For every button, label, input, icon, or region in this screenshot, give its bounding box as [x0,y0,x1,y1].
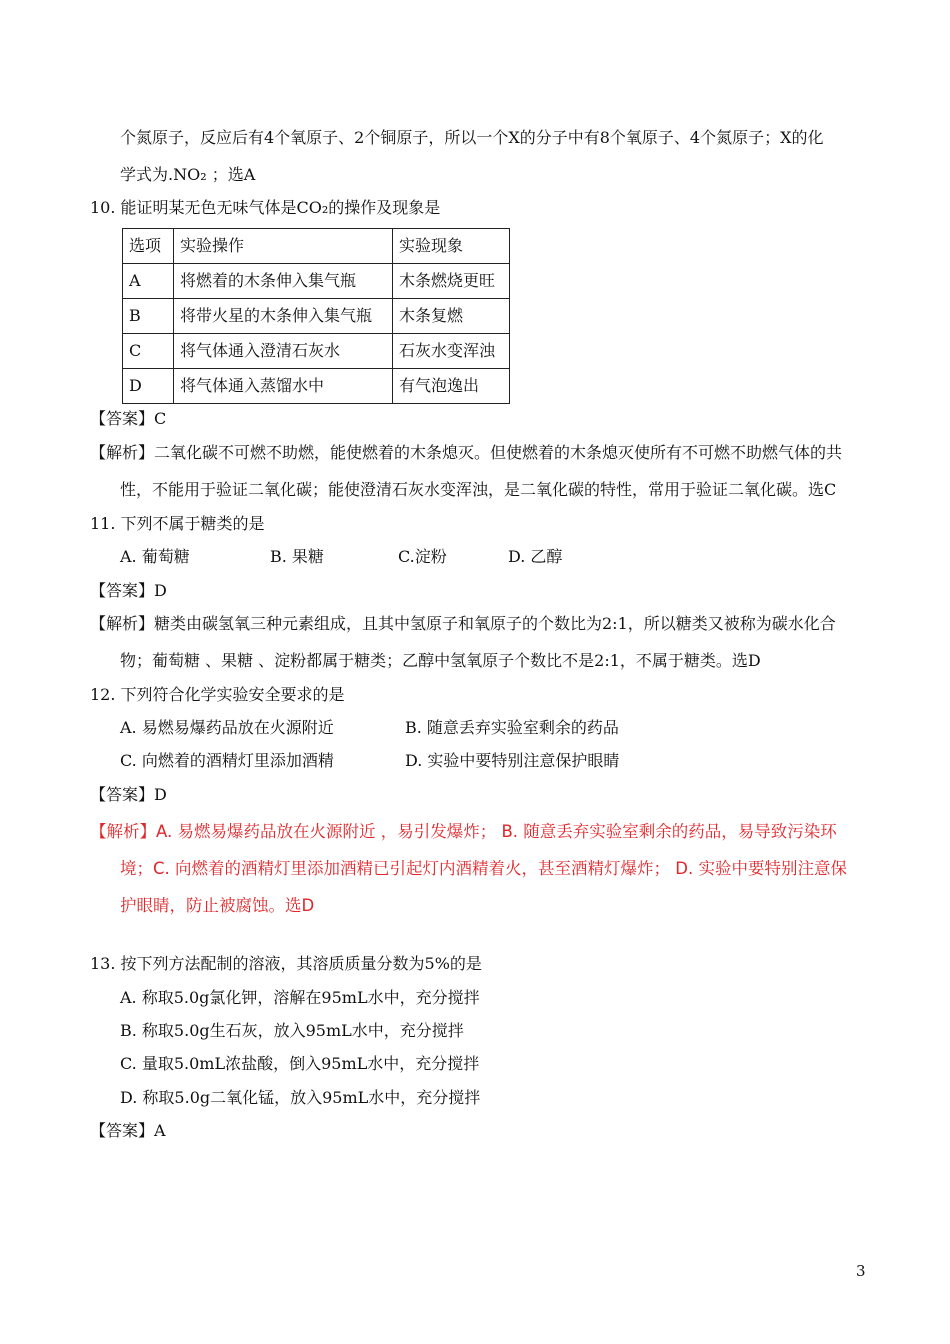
table-cell: 将燃着的木条伸入集气瓶 [174,264,393,299]
table-cell: 有气泡逸出 [393,369,510,404]
table-cell: 木条燃烧更旺 [393,264,510,299]
q11-analysis-line-1: 【解析】糖类由碳氢氧三种元素组成，且其中氢原子和氧原子的个数比为2:1，所以糖类又被称为碳水化合 [90,614,836,633]
q12-stem: 12. 下列符合化学实验安全要求的是 [90,685,345,704]
q13-option-d: D. 称取5.0g二氧化锰，放入95mL水中，充分搅拌 [120,1088,481,1107]
q12-option-d: D. 实验中要特别注意保护眼睛 [405,751,620,770]
q12-analysis-line-2: 境；C. 向燃着的酒精灯里添加酒精已引起灯内酒精着火，甚至酒精灯爆炸； D. 实验中要特别注意保 [120,859,847,878]
table-cell: 将带火星的木条伸入集气瓶 [174,299,393,334]
q10-answer: 【答案】C [90,409,167,428]
q12-option-b: B. 随意丢弃实验室剩余的药品 [405,718,619,737]
table-cell: 石灰水变浑浊 [393,334,510,369]
table-row [123,264,510,299]
q12-analysis-line-3: 护眼睛，防止被腐蚀。选D [120,896,315,915]
q13-option-b: B. 称取5.0g生石灰，放入95mL水中，充分搅拌 [120,1021,464,1040]
continuation-line-2: 学式为.NO₂ ；选A [120,165,256,184]
q11-option-d: D. 乙醇 [508,547,563,566]
q13-option-a: A. 称取5.0g氯化钾，溶解在95mL水中，充分搅拌 [120,988,480,1007]
table-header-cell: 实验操作 [174,229,393,264]
continuation-line-1: 个氮原子，反应后有4个氧原子、2个铜原子，所以一个X的分子中有8个氧原子、4个氮原子；X的化 [120,128,824,147]
q10-analysis-line-1: 【解析】二氧化碳不可燃不助燃，能使燃着的木条熄灭。但使燃着的木条熄灭使所有不可燃不助燃气体的共 [90,443,843,462]
q11-stem: 11. 下列不属于糖类的是 [90,514,265,533]
table-header-row [123,229,510,264]
q12-option-a: A. 易燃易爆药品放在火源附近 [120,718,334,737]
table-header-cell: 选项 [123,229,174,264]
table-cell: 将气体通入澄清石灰水 [174,334,393,369]
table-row [123,299,510,334]
table-header-cell: 实验现象 [393,229,510,264]
q10-options-table [122,228,510,404]
table-cell: D [123,369,174,404]
q10-analysis-line-2: 性，不能用于验证二氧化碳；能使澄清石灰水变浑浊，是二氧化碳的特性，常用于验证二氧化碳。选C [120,480,837,499]
q13-answer: 【答案】A [90,1121,166,1140]
q12-answer: 【答案】D [90,785,167,804]
q11-answer: 【答案】D [90,581,167,600]
table-cell: 木条复燃 [393,299,510,334]
table-cell: A [123,264,174,299]
table-cell: 将气体通入蒸馏水中 [174,369,393,404]
q11-option-c: C.淀粉 [398,547,447,566]
table-row [123,334,510,369]
q11-analysis-line-2: 物；葡萄糖 、果糖 、淀粉都属于糖类；乙醇中氢氧原子个数比不是2:1，不属于糖类。选D [120,651,761,670]
q10-stem: 10. 能证明某无色无味气体是CO₂的操作及现象是 [90,198,441,217]
q13-option-c: C. 量取5.0mL浓盐酸，倒入95mL水中，充分搅拌 [120,1054,480,1073]
table-cell: C [123,334,174,369]
table-cell: B [123,299,174,334]
q11-option-a: A. 葡萄糖 [120,547,190,566]
q11-option-b: B. 果糖 [270,547,324,566]
q12-analysis-line-1: 【解析】A. 易燃易爆药品放在火源附近 ，易引发爆炸； B. 随意丢弃实验室剩余的药品，易导致污染环 [90,822,837,841]
page-number: 3 [856,1262,866,1280]
q13-stem: 13. 按下列方法配制的溶液，其溶质质量分数为5%的是 [90,954,482,973]
table-row [123,369,510,404]
q12-option-c: C. 向燃着的酒精灯里添加酒精 [120,751,334,770]
